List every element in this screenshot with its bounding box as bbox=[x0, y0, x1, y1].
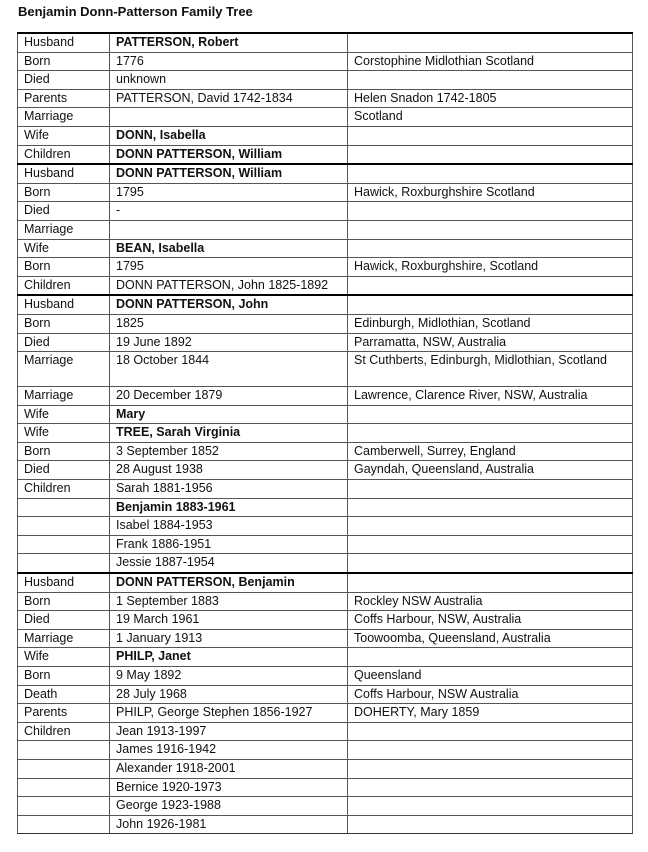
row-label-cell: Born bbox=[18, 52, 110, 71]
row-place-cell: Coffs Harbour, NSW Australia bbox=[348, 685, 633, 704]
row-label-cell bbox=[18, 498, 110, 517]
row-label-cell bbox=[18, 797, 110, 816]
row-name-cell: DONN PATTERSON, Benjamin bbox=[110, 573, 348, 592]
row-name-cell: 19 March 1961 bbox=[110, 611, 348, 630]
row-name-cell: Isabel 1884-1953 bbox=[110, 517, 348, 536]
row-label-cell: Born bbox=[18, 667, 110, 686]
row-label-cell: Parents bbox=[18, 704, 110, 723]
row-place-cell bbox=[348, 498, 633, 517]
table-row bbox=[18, 759, 633, 778]
row-label-cell bbox=[18, 517, 110, 536]
row-name-cell: 1 January 1913 bbox=[110, 629, 348, 648]
table-row bbox=[18, 442, 633, 461]
table-row bbox=[18, 778, 633, 797]
row-place-cell: Scotland bbox=[348, 108, 633, 127]
row-place-cell bbox=[348, 276, 633, 295]
row-place-cell: Corstophine Midlothian Scotland bbox=[348, 52, 633, 71]
row-name-cell: - bbox=[110, 202, 348, 221]
row-name-cell: Frank 1886-1951 bbox=[110, 535, 348, 554]
row-name-cell: Benjamin 1883-1961 bbox=[110, 498, 348, 517]
row-label-cell: Children bbox=[18, 145, 110, 164]
table-row bbox=[18, 89, 633, 108]
row-label-cell: Marriage bbox=[18, 108, 110, 127]
row-label-cell bbox=[18, 778, 110, 797]
row-place-cell bbox=[348, 554, 633, 573]
table-row bbox=[18, 220, 633, 239]
row-name-cell: 1795 bbox=[110, 258, 348, 277]
row-name-cell: Mary bbox=[110, 405, 348, 424]
table-row bbox=[18, 592, 633, 611]
row-place-cell: Edinburgh, Midlothian, Scotland bbox=[348, 314, 633, 333]
table-row bbox=[18, 314, 633, 333]
row-name-cell: James 1916-1942 bbox=[110, 741, 348, 760]
row-place-cell: Hawick, Roxburghshire Scotland bbox=[348, 183, 633, 202]
table-row bbox=[18, 33, 633, 52]
row-place-cell: Lawrence, Clarence River, NSW, Australia bbox=[348, 387, 633, 406]
row-place-cell: Rockley NSW Australia bbox=[348, 592, 633, 611]
row-label-cell: Born bbox=[18, 442, 110, 461]
table-row bbox=[18, 815, 633, 834]
row-name-cell: 28 July 1968 bbox=[110, 685, 348, 704]
row-place-cell bbox=[348, 797, 633, 816]
row-place-cell bbox=[348, 778, 633, 797]
row-label-cell bbox=[18, 535, 110, 554]
row-place-cell: Queensland bbox=[348, 667, 633, 686]
row-label-cell: Death bbox=[18, 685, 110, 704]
table-row bbox=[18, 202, 633, 221]
row-name-cell: PATTERSON, David 1742-1834 bbox=[110, 89, 348, 108]
row-label-cell: Husband bbox=[18, 573, 110, 592]
row-name-cell: 20 December 1879 bbox=[110, 387, 348, 406]
row-label-cell: Born bbox=[18, 258, 110, 277]
document-title: Benjamin Donn-Patterson Family Tree bbox=[18, 4, 253, 19]
row-name-cell: BEAN, Isabella bbox=[110, 239, 348, 258]
table-row bbox=[18, 797, 633, 816]
table-row bbox=[18, 667, 633, 686]
row-name-cell: DONN PATTERSON, William bbox=[110, 164, 348, 183]
table-row bbox=[18, 648, 633, 667]
row-place-cell bbox=[348, 517, 633, 536]
table-row bbox=[18, 554, 633, 573]
row-label-cell: Died bbox=[18, 333, 110, 352]
row-label-cell: Wife bbox=[18, 648, 110, 667]
row-name-cell: DONN PATTERSON, John 1825-1892 bbox=[110, 276, 348, 295]
row-name-cell: DONN, Isabella bbox=[110, 126, 348, 145]
row-name-cell: TREE, Sarah Virginia bbox=[110, 424, 348, 443]
row-place-cell: Gayndah, Queensland, Australia bbox=[348, 461, 633, 480]
row-place-cell bbox=[348, 220, 633, 239]
row-place-cell bbox=[348, 295, 633, 314]
row-place-cell: Helen Snadon 1742-1805 bbox=[348, 89, 633, 108]
row-name-cell: Jessie 1887-1954 bbox=[110, 554, 348, 573]
row-place-cell bbox=[348, 126, 633, 145]
row-label-cell: Husband bbox=[18, 164, 110, 183]
row-place-cell bbox=[348, 759, 633, 778]
table-row bbox=[18, 498, 633, 517]
row-label-cell: Born bbox=[18, 314, 110, 333]
row-name-cell: Alexander 1918-2001 bbox=[110, 759, 348, 778]
row-place-cell: DOHERTY, Mary 1859 bbox=[348, 704, 633, 723]
row-place-cell bbox=[348, 405, 633, 424]
row-name-cell: 1825 bbox=[110, 314, 348, 333]
row-place-cell bbox=[348, 815, 633, 834]
table-row bbox=[18, 333, 633, 352]
row-place-cell bbox=[348, 424, 633, 443]
row-place-cell bbox=[348, 573, 633, 592]
table-row bbox=[18, 352, 633, 387]
row-name-cell bbox=[110, 108, 348, 127]
row-place-cell bbox=[348, 535, 633, 554]
row-name-cell: 3 September 1852 bbox=[110, 442, 348, 461]
table-row bbox=[18, 52, 633, 71]
table-row bbox=[18, 573, 633, 592]
row-place-cell bbox=[348, 722, 633, 741]
row-label-cell: Wife bbox=[18, 424, 110, 443]
table-row bbox=[18, 535, 633, 554]
row-label-cell: Parents bbox=[18, 89, 110, 108]
row-name-cell: Bernice 1920-1973 bbox=[110, 778, 348, 797]
table-row bbox=[18, 517, 633, 536]
table-row bbox=[18, 145, 633, 164]
table-row bbox=[18, 629, 633, 648]
row-label-cell: Marriage bbox=[18, 629, 110, 648]
row-place-cell: Parramatta, NSW, Australia bbox=[348, 333, 633, 352]
table-row bbox=[18, 424, 633, 443]
row-name-cell: 1 September 1883 bbox=[110, 592, 348, 611]
row-place-cell: Toowoomba, Queensland, Australia bbox=[348, 629, 633, 648]
row-name-cell: unknown bbox=[110, 71, 348, 90]
row-name-cell: 9 May 1892 bbox=[110, 667, 348, 686]
row-place-cell: Camberwell, Surrey, England bbox=[348, 442, 633, 461]
row-place-cell bbox=[348, 741, 633, 760]
row-label-cell: Husband bbox=[18, 33, 110, 52]
row-place-cell bbox=[348, 33, 633, 52]
row-label-cell: Marriage bbox=[18, 352, 110, 387]
table-row bbox=[18, 611, 633, 630]
row-place-cell: Coffs Harbour, NSW, Australia bbox=[348, 611, 633, 630]
row-label-cell: Wife bbox=[18, 239, 110, 258]
row-place-cell bbox=[348, 71, 633, 90]
row-name-cell: DONN PATTERSON, William bbox=[110, 145, 348, 164]
row-name-cell bbox=[110, 220, 348, 239]
row-name-cell: 19 June 1892 bbox=[110, 333, 348, 352]
row-place-cell: Hawick, Roxburghshire, Scotland bbox=[348, 258, 633, 277]
table-row bbox=[18, 461, 633, 480]
row-name-cell: George 1923-1988 bbox=[110, 797, 348, 816]
row-label-cell bbox=[18, 741, 110, 760]
table-row bbox=[18, 685, 633, 704]
row-name-cell: 18 October 1844 bbox=[110, 352, 348, 387]
row-label-cell: Marriage bbox=[18, 220, 110, 239]
row-place-cell bbox=[348, 648, 633, 667]
family-tree-table bbox=[17, 32, 633, 834]
table-row bbox=[18, 741, 633, 760]
row-name-cell: DONN PATTERSON, John bbox=[110, 295, 348, 314]
row-label-cell: Died bbox=[18, 461, 110, 480]
row-name-cell: Sarah 1881-1956 bbox=[110, 480, 348, 499]
row-name-cell: Jean 1913-1997 bbox=[110, 722, 348, 741]
row-label-cell bbox=[18, 759, 110, 778]
table-row bbox=[18, 71, 633, 90]
table-row bbox=[18, 295, 633, 314]
row-place-cell: St Cuthberts, Edinburgh, Midlothian, Scotland bbox=[348, 352, 633, 387]
row-place-cell bbox=[348, 164, 633, 183]
row-label-cell: Husband bbox=[18, 295, 110, 314]
row-name-cell: PHILP, Janet bbox=[110, 648, 348, 667]
row-name-cell: 1776 bbox=[110, 52, 348, 71]
row-label-cell: Died bbox=[18, 71, 110, 90]
row-label-cell: Children bbox=[18, 276, 110, 295]
table-row bbox=[18, 276, 633, 295]
row-label-cell: Wife bbox=[18, 405, 110, 424]
row-label-cell bbox=[18, 554, 110, 573]
table-row bbox=[18, 164, 633, 183]
table-row bbox=[18, 258, 633, 277]
row-label-cell: Children bbox=[18, 480, 110, 499]
table-row bbox=[18, 126, 633, 145]
row-label-cell bbox=[18, 815, 110, 834]
row-label-cell: Died bbox=[18, 202, 110, 221]
table-row bbox=[18, 387, 633, 406]
table-row bbox=[18, 183, 633, 202]
row-label-cell: Died bbox=[18, 611, 110, 630]
row-label-cell: Marriage bbox=[18, 387, 110, 406]
row-label-cell: Wife bbox=[18, 126, 110, 145]
table-row bbox=[18, 480, 633, 499]
table-row bbox=[18, 108, 633, 127]
table-row bbox=[18, 239, 633, 258]
row-place-cell bbox=[348, 239, 633, 258]
table-row bbox=[18, 704, 633, 723]
row-place-cell bbox=[348, 480, 633, 499]
row-label-cell: Children bbox=[18, 722, 110, 741]
row-label-cell: Born bbox=[18, 592, 110, 611]
row-name-cell: PHILP, George Stephen 1856-1927 bbox=[110, 704, 348, 723]
row-place-cell bbox=[348, 145, 633, 164]
row-place-cell bbox=[348, 202, 633, 221]
row-name-cell: John 1926-1981 bbox=[110, 815, 348, 834]
table-row bbox=[18, 405, 633, 424]
row-name-cell: 1795 bbox=[110, 183, 348, 202]
row-name-cell: PATTERSON, Robert bbox=[110, 33, 348, 52]
table-row bbox=[18, 722, 633, 741]
row-label-cell: Born bbox=[18, 183, 110, 202]
row-name-cell: 28 August 1938 bbox=[110, 461, 348, 480]
